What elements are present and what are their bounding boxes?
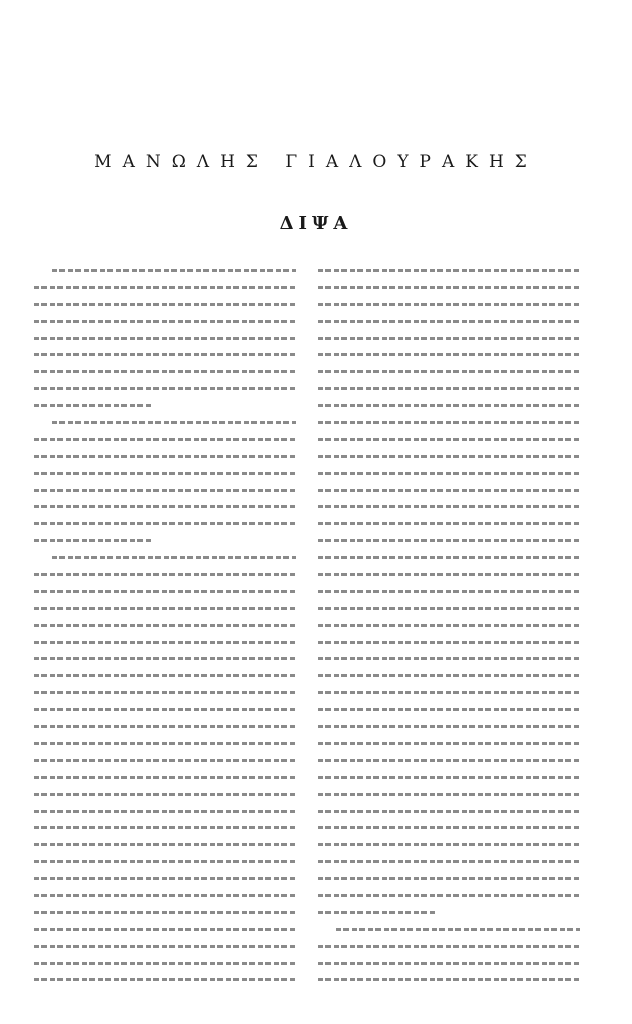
text-line bbox=[34, 397, 296, 414]
text-line bbox=[318, 921, 580, 938]
text-line bbox=[318, 465, 580, 482]
text-line bbox=[318, 498, 580, 515]
text-line bbox=[318, 769, 580, 786]
text-line bbox=[318, 887, 580, 904]
text-line bbox=[34, 313, 296, 330]
text-line bbox=[34, 346, 296, 363]
text-line bbox=[34, 380, 296, 397]
text-line bbox=[34, 769, 296, 786]
text-line bbox=[34, 684, 296, 701]
text-line bbox=[318, 617, 580, 634]
text-line bbox=[318, 313, 580, 330]
text-column-right bbox=[318, 262, 580, 1002]
text-line bbox=[34, 296, 296, 313]
text-line bbox=[318, 346, 580, 363]
text-line bbox=[34, 583, 296, 600]
text-line bbox=[318, 786, 580, 803]
text-line bbox=[34, 887, 296, 904]
text-line bbox=[318, 566, 580, 583]
text-line bbox=[318, 330, 580, 347]
text-line bbox=[318, 938, 580, 955]
author-name: ΜΑΝΩΛΗΣ ΓΙΑΛΟΥΡΑΚΗΣ bbox=[94, 152, 538, 172]
text-line bbox=[34, 786, 296, 803]
text-line bbox=[34, 549, 296, 566]
text-line bbox=[318, 296, 580, 313]
text-line bbox=[34, 532, 296, 549]
text-line bbox=[34, 414, 296, 431]
text-column-left bbox=[34, 262, 296, 1002]
text-line bbox=[34, 955, 296, 972]
text-line bbox=[318, 515, 580, 532]
text-line bbox=[34, 431, 296, 448]
text-line bbox=[34, 836, 296, 853]
text-line bbox=[34, 938, 296, 955]
text-line bbox=[34, 448, 296, 465]
text-line bbox=[34, 634, 296, 651]
text-line bbox=[318, 971, 580, 988]
text-line bbox=[34, 701, 296, 718]
text-line bbox=[34, 819, 296, 836]
text-line bbox=[318, 600, 580, 617]
text-line bbox=[318, 803, 580, 820]
text-line bbox=[318, 870, 580, 887]
text-line bbox=[34, 262, 296, 279]
text-line bbox=[318, 701, 580, 718]
text-line bbox=[34, 617, 296, 634]
text-line bbox=[318, 955, 580, 972]
text-line bbox=[34, 718, 296, 735]
text-line bbox=[318, 634, 580, 651]
text-line bbox=[318, 397, 580, 414]
text-line bbox=[34, 330, 296, 347]
text-line bbox=[34, 279, 296, 296]
text-line bbox=[318, 262, 580, 279]
text-line bbox=[34, 566, 296, 583]
text-line bbox=[318, 836, 580, 853]
text-line bbox=[318, 279, 580, 296]
text-line bbox=[34, 803, 296, 820]
text-line bbox=[318, 650, 580, 667]
text-line bbox=[34, 667, 296, 684]
story-title: ΔΙΨΑ bbox=[279, 213, 353, 234]
text-line bbox=[318, 684, 580, 701]
text-line bbox=[318, 583, 580, 600]
text-line bbox=[34, 600, 296, 617]
text-line bbox=[318, 904, 580, 921]
text-line bbox=[318, 819, 580, 836]
text-line bbox=[34, 870, 296, 887]
text-line bbox=[318, 380, 580, 397]
text-line bbox=[34, 498, 296, 515]
text-line bbox=[34, 853, 296, 870]
text-line bbox=[34, 465, 296, 482]
text-line bbox=[318, 752, 580, 769]
text-line bbox=[318, 735, 580, 752]
text-line bbox=[34, 515, 296, 532]
text-line bbox=[318, 718, 580, 735]
text-line bbox=[34, 904, 296, 921]
text-line bbox=[318, 482, 580, 499]
text-line bbox=[318, 363, 580, 380]
text-line bbox=[34, 735, 296, 752]
text-line bbox=[34, 482, 296, 499]
text-line bbox=[318, 853, 580, 870]
text-line bbox=[34, 971, 296, 988]
text-line bbox=[34, 921, 296, 938]
text-line bbox=[318, 667, 580, 684]
text-line bbox=[34, 752, 296, 769]
text-line bbox=[34, 650, 296, 667]
text-line bbox=[34, 363, 296, 380]
text-line bbox=[318, 448, 580, 465]
text-line bbox=[318, 549, 580, 566]
text-line bbox=[318, 414, 580, 431]
text-line bbox=[318, 431, 580, 448]
text-line bbox=[318, 532, 580, 549]
